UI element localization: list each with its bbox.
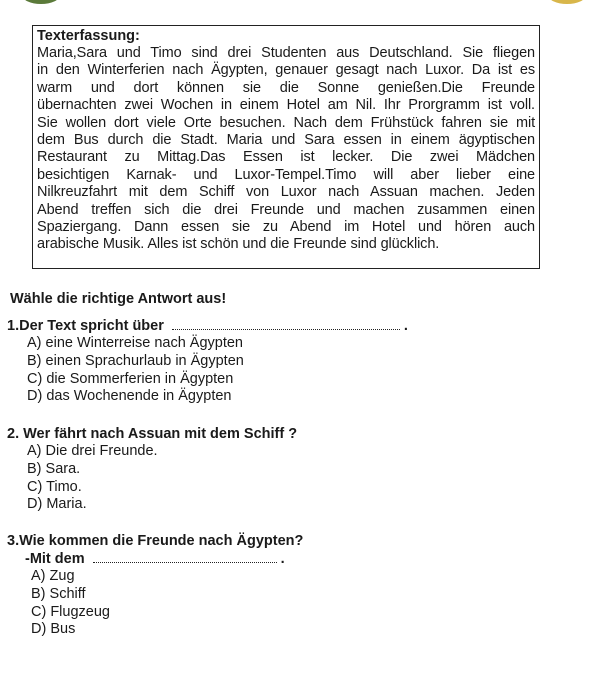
question-2-options bbox=[7, 443, 297, 514]
option-c: C) Timo. bbox=[27, 478, 82, 495]
reading-text bbox=[37, 45, 535, 254]
reading-text-line: Spaziergang. Dann essen sie zu Abend im Hotel und hören auch bbox=[37, 219, 535, 236]
reading-text-line: übernachten zwei Wochen in einem Hotel am Nil. Ihr Prorgramm ist voll. bbox=[37, 97, 535, 114]
reading-text-line: warm und dort können sie die Sonne genießen.Die Freunde bbox=[37, 79, 535, 96]
reading-text-line: Maria,Sara und Timo sind drei Studenten aus Deutschland. Sie fliegen bbox=[37, 45, 535, 61]
option-a: A) Zug bbox=[31, 568, 75, 584]
question-1-text: 1.Der Text spricht über . bbox=[7, 318, 408, 334]
question-1-options bbox=[7, 335, 408, 406]
option-c: C) Flugzeug bbox=[31, 603, 110, 620]
instruction-heading: Wähle die richtige Antwort aus! bbox=[10, 291, 227, 307]
question-3-options bbox=[7, 568, 303, 639]
option-b: B) Sara. bbox=[27, 460, 81, 477]
decorative-corner-left bbox=[22, 0, 60, 4]
answer-blank bbox=[172, 327, 400, 330]
reading-text-line: Sie wollen dort viele Orte besuchen. Nach dem Frühstück fahren sie mit bbox=[37, 114, 535, 131]
decorative-corner-right bbox=[548, 0, 586, 4]
reading-text-line: Nilkreuzfahrt mit dem Schiff von Luxor nach Assuan machen. Jeden bbox=[37, 184, 535, 201]
question-1 bbox=[7, 317, 408, 406]
option-b: B) einen Sprachurlaub in Ägypten bbox=[27, 352, 244, 369]
reading-text-box bbox=[32, 25, 540, 269]
question-2-text: 2. Wer fährt nach Assuan mit dem Schiff ? bbox=[7, 426, 298, 442]
reading-text-line: Restaurant zu Mittag.Das Essen ist lecker. Die zwei Mädchen bbox=[37, 149, 535, 166]
option-d: D) Maria. bbox=[27, 496, 87, 513]
option-d: D) Bus bbox=[31, 621, 76, 638]
answer-blank bbox=[93, 560, 277, 563]
option-d: D) das Wochenende in Ägypten bbox=[27, 388, 232, 405]
reading-text-line: in den Winterferien nach Ägypten, genauer gesagt nach Luxor. Da ist es bbox=[37, 62, 535, 79]
option-c: C) die Sommerferien in Ägypten bbox=[27, 370, 234, 387]
reading-text-line: Abend treffen sich die drei Freunde und machen zusammen einen bbox=[37, 201, 535, 218]
reading-text-line: arabische Musik. Alles ist schön und die Freunde sind glücklich. bbox=[37, 236, 440, 253]
option-b: B) Schiff bbox=[31, 585, 86, 602]
reading-text-line: besichtigen Karnak- und Luxor-Tempel.Timo will aber lieber eine bbox=[37, 166, 535, 183]
question-2 bbox=[7, 425, 297, 514]
question-3-text: 3.Wie kommen die Freunde nach Ägypten? bbox=[7, 533, 304, 549]
reading-text-line: dem Bus durch die Stadt. Maria und Sara essen in einem ägyptischen bbox=[37, 132, 535, 149]
question-3-subprompt: -Mit dem . bbox=[25, 551, 285, 567]
option-a: A) eine Winterreise nach Ägypten bbox=[27, 335, 243, 351]
text-box-title: Texterfassung: bbox=[37, 28, 140, 44]
question-3 bbox=[7, 532, 303, 639]
option-a: A) Die drei Freunde. bbox=[27, 443, 158, 459]
